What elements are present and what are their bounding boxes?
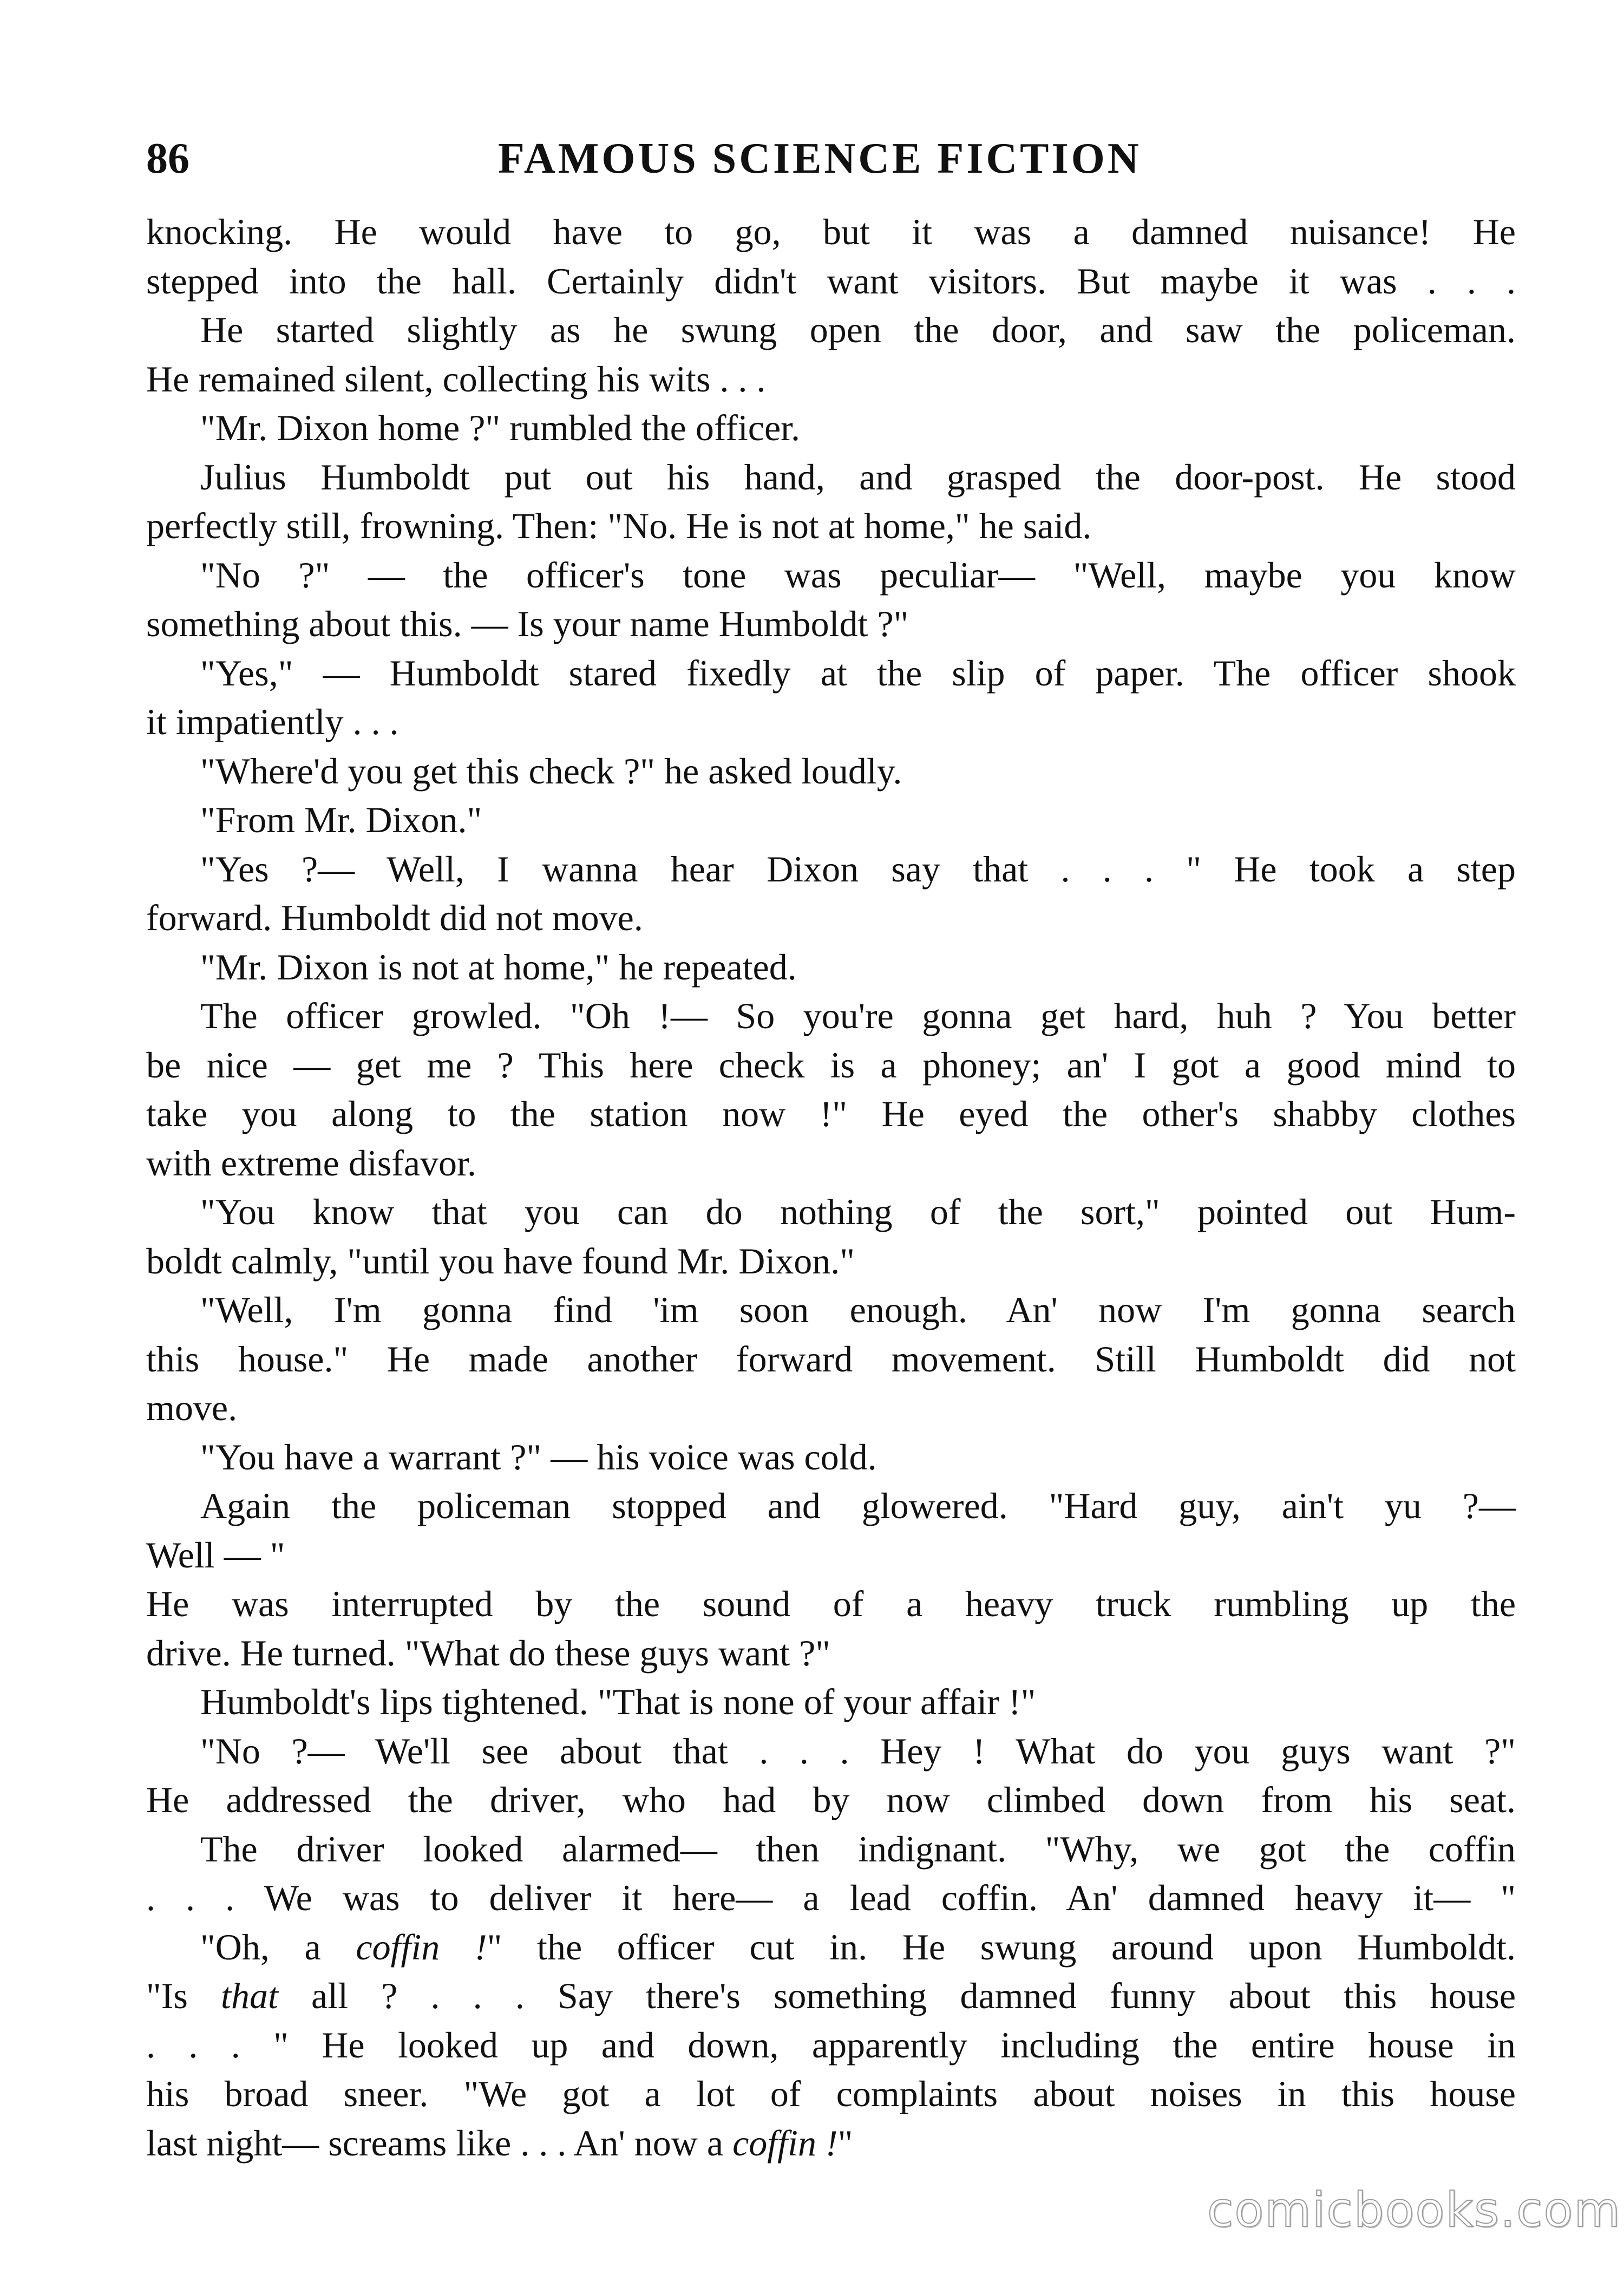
text-line: "Where'd you get this check ?" he asked loudly. xyxy=(200,750,902,792)
text-line: last night— screams like . . . An' now a coffin !" xyxy=(146,2122,853,2164)
text-line: "You have a warrant ?" — his voice was cold. xyxy=(200,1436,877,1478)
text-line: with extreme disfavor. xyxy=(146,1142,476,1184)
text-line: "Mr. Dixon is not at home," he repeated. xyxy=(200,946,797,988)
watermark-logo: comicbooks.com xyxy=(1207,2182,1622,2238)
text-line: "Mr. Dixon home ?" rumbled the officer. xyxy=(200,407,801,448)
text-line: "Well, I'm gonna find 'im soon enough. An' now I'm gonna search xyxy=(200,1289,1516,1330)
text-line: He was interrupted by the sound of a heavy truck rumbling up the xyxy=(146,1583,1516,1624)
text-line: "Yes," — Humboldt stared fixedly at the slip of paper. The officer shook xyxy=(200,652,1516,694)
page-header xyxy=(146,129,1521,188)
page-number: 86 xyxy=(146,135,189,182)
text-line: Again the policeman stopped and glowered. "Hard guy, ain't yu ?— xyxy=(200,1485,1516,1526)
text-line: it impatiently . . . xyxy=(146,701,399,742)
text-line: The officer growled. "Oh !— So you're gonna get hard, huh ? You better xyxy=(200,995,1516,1036)
text-line: . . . " He looked up and down, apparently including the entire house in xyxy=(146,2024,1516,2066)
text-line: this house." He made another forward movement. Still Humboldt did not xyxy=(146,1338,1516,1380)
text-line: something about this. — Is your name Humboldt ?" xyxy=(146,603,909,644)
story-text xyxy=(146,207,1516,2167)
text-line: . . . We was to deliver it here— a lead coffin. An' damned heavy it— " xyxy=(146,1877,1516,1918)
emphasis: coffin ! xyxy=(356,1926,487,1968)
text-line: Julius Humboldt put out his hand, and grasped the door-post. He stood xyxy=(200,456,1516,498)
text-line: "You know that you can do nothing of the sort," pointed out Hum- xyxy=(200,1191,1516,1232)
text-line: his broad sneer. "We got a lot of complaints about noises in this house xyxy=(146,2073,1516,2114)
text-line: He started slightly as he swung open the door, and saw the policeman. xyxy=(200,309,1516,350)
text-line: take you along to the station now !" He eyed the other's shabby clothes xyxy=(146,1093,1516,1134)
text-line: "No ?" — the officer's tone was peculiar— "Well, maybe you know xyxy=(200,554,1516,596)
text-line: "No ?— We'll see about that . . . Hey ! What do you guys want ?" xyxy=(200,1730,1516,1772)
text-line: The driver looked alarmed— then indignant. "Why, we got the coffin xyxy=(200,1828,1516,1870)
text-line: perfectly still, frowning. Then: "No. He is not at home," he said. xyxy=(146,505,1092,546)
running-title: FAMOUS SCIENCE FICTION xyxy=(498,135,1142,182)
text-line: "Oh, a coffin !" the officer cut in. He swung around upon Humboldt. xyxy=(200,1926,1516,1968)
emphasis: that xyxy=(221,1975,278,2016)
text-line: be nice — get me ? This here check is a phoney; an' I got a good mind to xyxy=(146,1044,1516,1086)
text-line: "From Mr. Dixon." xyxy=(200,799,482,840)
text-line: "Is that all ? . . . Say there's something damned funny about this house xyxy=(146,1975,1516,2016)
text-line: He remained silent, collecting his wits . . . xyxy=(146,358,766,400)
text-line: drive. He turned. "What do these guys want ?" xyxy=(146,1632,831,1674)
text-line: knocking. He would have to go, but it was a damned nuisance! He xyxy=(146,211,1516,252)
text-line: "Yes ?— Well, I wanna hear Dixon say that . . . " He took a step xyxy=(200,848,1516,890)
text-line: Humboldt's lips tightened. "That is none of your affair !" xyxy=(200,1681,1036,1722)
text-line: forward. Humboldt did not move. xyxy=(146,897,643,938)
text-line: He addressed the driver, who had by now climbed down from his seat. xyxy=(146,1779,1516,1820)
text-line: move. xyxy=(146,1387,238,1428)
text-line: boldt calmly, "until you have found Mr. Dixon." xyxy=(146,1240,855,1282)
text-line: Well — " xyxy=(146,1534,285,1576)
text-line: stepped into the hall. Certainly didn't want visitors. But maybe it was . . . xyxy=(146,260,1516,302)
emphasis: coffin ! xyxy=(732,2122,838,2164)
